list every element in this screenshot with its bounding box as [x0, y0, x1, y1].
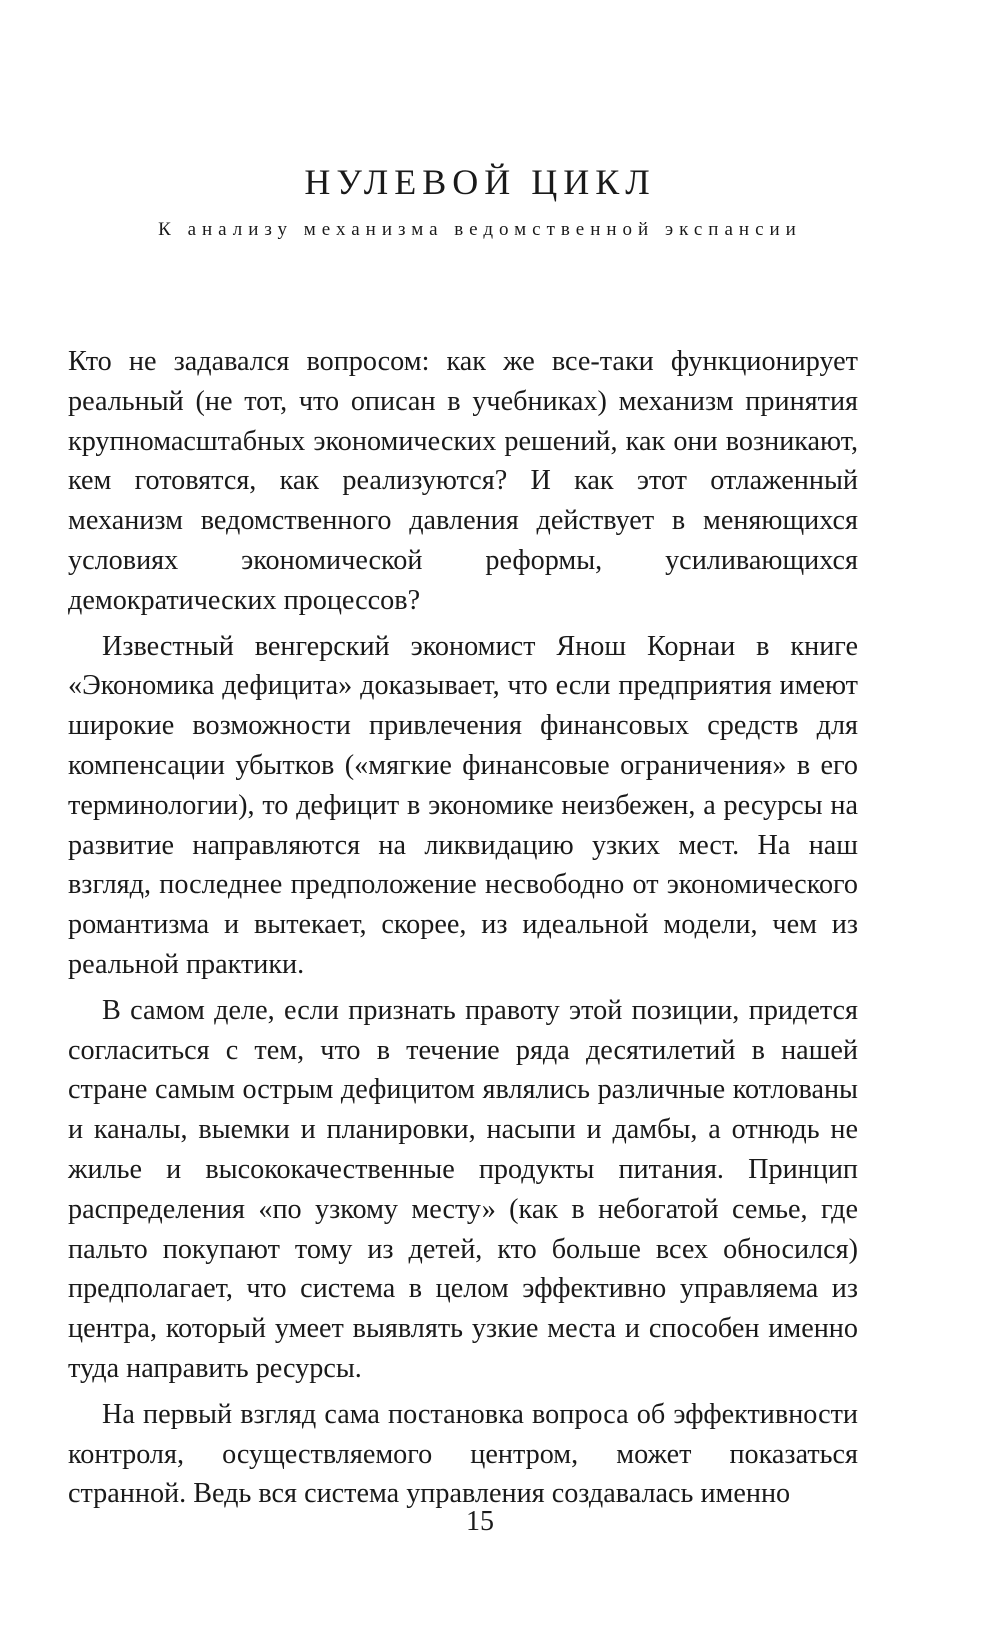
page-number: 15: [466, 1506, 494, 1537]
paragraph-3: В самом деле, если признать правоту этой позиции, придется согласиться с тем, что в течение ряда десятилетий в нашей стране самым острым дефицитом являлись различные котлованы и каналы, выемки и планировки, насыпи и дамбы, а отнюдь не жилье и высококачественные продукты питания. Принцип распределения «по узкому месту» (как в небогатой семье, где пальто покупают тому из детей, кто больше всех обносился) предполагает, что система в целом эффективно управляема из центра, который умеет выявлять узкие места и способен именно туда направить ресурсы.: [68, 994, 858, 1384]
chapter-subtitle: К анализу механизма ведомственной экспансии: [158, 219, 802, 240]
body-text: [68, 342, 858, 1520]
paragraph-4: На первый взгляд сама постановка вопроса об эффективности контроля, осуществляемого центром, может показаться странной. Ведь вся система управления создавалась именно: [68, 1398, 858, 1510]
paragraph-2: Известный венгерский экономист Янош Корнаи в книге «Экономика дефицита» доказывает, что если предприятия имеют широкие возможности привлечения финансовых средств для компенсации убытков («мягкие финансовые ограничения» в его терминологии), то дефицит в экономике неизбежен, а ресурсы на развитие направляются на ликвидацию узких мест. На наш взгляд, последнее предположение несвободно от экономического романтизма и вытекает, скорее, из идеальной модели, чем из реальной практики.: [68, 630, 858, 980]
paragraph-1: Кто не задавался вопросом: как же все-таки функционирует реальный (не тот, что описан в учебниках) механизм принятия крупномасштабных экономических решений, как они возникают, кем готовятся, как реализуются? И как этот отлаженный механизм ведомственного давления действует в меняющихся условиях экономической реформы, усиливающихся демократических процессов?: [68, 346, 858, 616]
chapter-title: НУЛЕВОЙ ЦИКЛ: [304, 162, 656, 202]
